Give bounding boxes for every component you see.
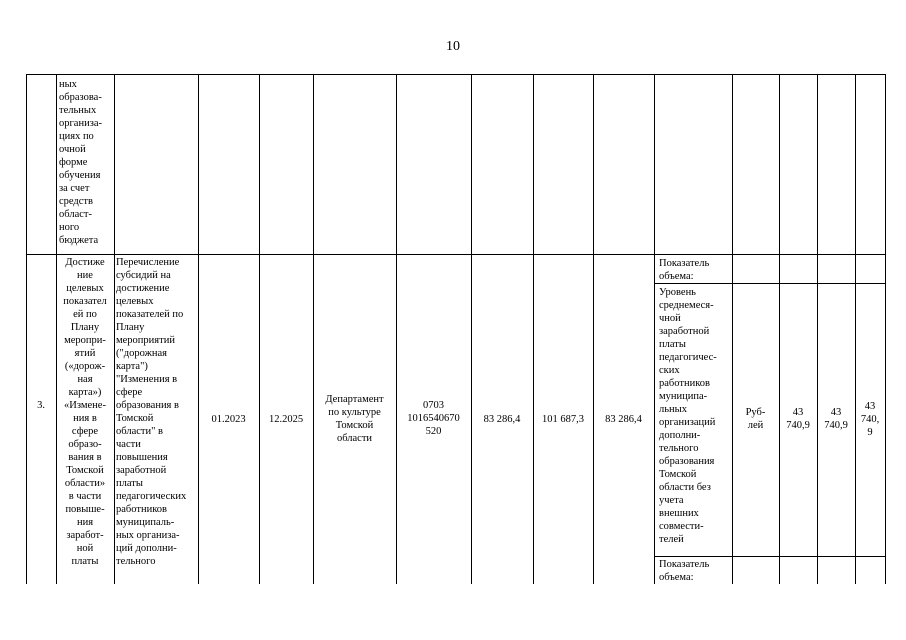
unit-cell: Руб- лей xyxy=(745,407,766,431)
value-cell-3: 43 740, 9 xyxy=(860,401,880,438)
column-divider xyxy=(533,74,534,584)
column-divider xyxy=(114,74,115,584)
column-divider xyxy=(471,74,472,584)
column-divider xyxy=(779,74,780,584)
value-cell-1: 43 740,9 xyxy=(786,407,810,431)
table-border-left xyxy=(26,74,27,584)
row-number: 3. xyxy=(37,400,45,411)
amount-cell-2: 101 687,3 xyxy=(542,414,584,425)
activity-description-cell: Перечисление субсидий на достижение целевых показателей по Плану мероприятий ("дорожная карта") "Изменения в сфере образования в Томской области" в части повышения заработной платы педагогических работников муниципаль- ных организа- ций дополни- тельного xyxy=(116,257,187,567)
indicator-footer-cell: Показатель объема: xyxy=(659,559,710,583)
end-date-cell: 12.2025 xyxy=(268,414,304,425)
page-number: 10 xyxy=(446,39,460,54)
table-border-right xyxy=(885,74,886,584)
column-divider xyxy=(817,74,818,584)
amount-cell-1: 83 286,4 xyxy=(483,414,521,425)
start-date-cell: 01.2023 xyxy=(211,414,246,425)
column-divider xyxy=(732,74,733,584)
row-divider xyxy=(654,556,886,557)
row-divider xyxy=(26,254,886,255)
column-divider xyxy=(259,74,260,584)
amount-cell-3: 83 286,4 xyxy=(605,414,642,425)
column-divider xyxy=(654,74,655,584)
column-divider xyxy=(396,74,397,584)
column-divider xyxy=(313,74,314,584)
column-divider xyxy=(855,74,856,584)
table-border-top xyxy=(26,74,886,75)
value-cell-2: 43 740,9 xyxy=(824,407,848,431)
department-cell: Департамент по культуре Томской области xyxy=(325,394,384,444)
column-divider xyxy=(198,74,199,584)
indicator-header-cell: Показатель объема: xyxy=(659,258,710,282)
budget-table xyxy=(26,74,886,584)
row-divider xyxy=(654,283,886,284)
activity-name-cell: Достиже ние целевых показател ей по Плану меропри- ятий («дорож- ная карта») «Измене- ния в сфере образо- вания в Томской области» в части повыше- ния заработ- ной платы xyxy=(63,257,107,567)
indicator-description-cell: Уровень среднемеся- чной заработной платы педагогичес- ских работников муниципа- льных организаций дополни- тельного образования Томской области без учета внешних совмести- телей xyxy=(659,287,717,545)
budget-code-cell: 0703 1016540670 520 xyxy=(407,400,460,437)
prev-row-indicator-cell: ных образова- тельных организа- циях по очной форме обучения за счет средств област- ного бюджета xyxy=(59,79,103,246)
column-divider xyxy=(593,74,594,584)
